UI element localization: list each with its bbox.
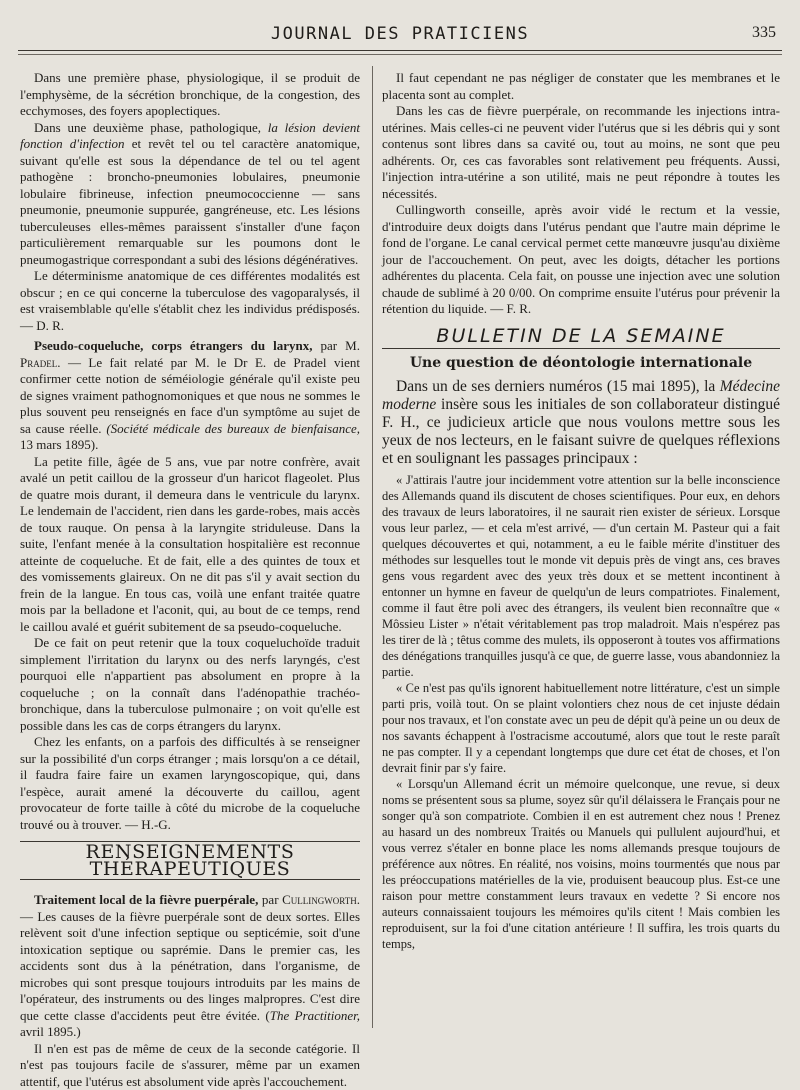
- text: 13 mars 1895).: [20, 437, 98, 452]
- paragraph: La petite fille, âgée de 5 ans, vue par notre confrère, avait avalé un petit caillou de la grosseur d'un haricot flageolet. Plus de quatre mois durant, il demeura dans le ventricule du larynx. Le lendemain de l'accident, rien dans les garde-robes, mais accès de toux rauque. On pensa à la laryngite striduleuse. Dans la suite, l'enfant menée à la consultation hospitalière est reconnue atteinte de coqueluche. Et de fait, elle a des quintes de toux et des vomissements glaireux. On ne dit pas s'il y avait section du frein de la langue. En tous cas, voilà une enfant traitée quatre mois par la belladone et l'aconit, qui, au bout de ce temps, rend le caillou avalé et guérit subitement de sa pseudo-coqueluche.: [20, 454, 360, 636]
- paragraph: Il n'en est pas de même de ceux de la seconde catégorie. Il n'est pas toujours facile de s'assurer, même par un examen attentif, que l'utérus est absolument vide après l'accouchement.: [20, 1041, 360, 1090]
- text: par M.: [312, 338, 360, 353]
- text: . — Le fait relaté par M. le Dr E. de Pradel vient confirmer cette notion de séméiologie générale qu'il existe peu de signes vraiment pathognomoniques et que nous ne sommes le plus souvent peu renseignés en face d'un symptôme au sujet de sa cause réelle.: [20, 355, 360, 436]
- text: Dans un de ses derniers numéros (15 mai 1895), la: [396, 378, 720, 395]
- text: Dans une deuxième phase, pathologique,: [34, 120, 268, 135]
- lead-paragraph: [382, 378, 780, 468]
- emphasis: Médecine moderne: [382, 378, 780, 413]
- paragraph: Chez les enfants, on a parfois des difficultés à se renseigner sur la possibilité d'un corps étranger ; mais lorsqu'on a ce détail, il faudra faire faire un examen laryngoscopique, qui, dans l'espèce, aurait amené la découverte du caillou, agent provocateur de forte taille à côté du microbe de la coqueluche trouvé ou à trouver. — H.-G.: [20, 734, 360, 833]
- article-title: Pseudo-coqueluche, corps étrangers du larynx,: [34, 338, 312, 353]
- paragraph: [20, 120, 360, 269]
- article-author: Cullingworth: [282, 892, 357, 907]
- citation: (Société médicale des bureaux de bienfaisance,: [106, 421, 360, 436]
- article-paragraph: [20, 338, 360, 454]
- quote-paragraph: « Ce n'est pas qu'ils ignorent habituellement notre littérature, c'est un simple parti pris, voilà tout. On se plaint volontiers chez nous de cet injuste dédain pour nos travaux, et l'on constate avec un peu de dépit qu'à peine un ou deux de nos savants échappent à l'ostracisme accoutumé, alors que tout le reste paraît ne pas compter. Il y a cependant longtemps que dure cet état de choses, et l'on devrait finir par s'y faire.: [382, 680, 780, 776]
- quote-paragraph: « Lorsqu'un Allemand écrit un mémoire quelconque, une revue, si deux noms se présentent sous sa plume, soyez sûr qu'il délaissera le Français pour ne songer qu'à son compatriote. Combien il en est autrement chez nous ! Prenez au hasard un des nombreux Traités ou Manuels qui pullulent aujourd'hui, et vous verrez s'étaler en bonne place les noms allemands presque toujours de préférence aux nôtres. En réalité, nos voisins, moins tourmentés que nous par les préoccupations matérielles de la vie, produisent beaucoup plus. Est-ce une raison pour mettre constamment leurs travaux en vedette ? Si encore nos auteurs connaissaient toujours les mémoires qu'ils citent ! Mais combien les reproduisent, sur la foi d'une citation antérieure ! Il suffira, les trois quarts du temps,: [382, 776, 780, 952]
- running-header: [18, 24, 782, 48]
- citation: The Practitioner,: [270, 1008, 360, 1023]
- question-title: Une question de déontologie internationale: [382, 355, 780, 372]
- paragraph: De ce fait on peut retenir que la toux coqueluchoïde traduit simplement l'irritation du larynx ou des nerfs laryngés, c'est pourquoi elle n'appartient pas absolument en propre à la coqueluche ; on la connaît dans l'adénopathie trachéo-bronchique, dans la tuberculose pulmonaire ; on voit qu'elle est possible dans les cas de corps étrangers du larynx.: [20, 635, 360, 734]
- text: . — Les causes de la fièvre puerpérale sont de deux sortes. Elles relèvent soit d'une infection septique ou septicémie, soit d'une intoxication septique ou saprémie. Dans le premier cas, les accidents sont dus à la pénétration, dans l'organisme, de microbes qui sont presque toujours introduits par les mains de l'opérateur, des instruments ou des linges malpropres. C'est dire que cette classe d'accidents peut être évitée. (: [20, 892, 360, 1023]
- page-number: 335: [752, 24, 776, 42]
- text: insère sous les initiales de son collaborateur distingué F. H., ce judicieux article que nous voulons mettre sous les yeux de nos lecteurs, en le faisant suivre de quelques réflexions et en soulignant les passages principaux :: [382, 396, 780, 467]
- paragraph: Il faut cependant ne pas négliger de constater que les membranes et le placenta sont au complet.: [382, 70, 780, 103]
- quote-paragraph: « J'attirais l'autre jour incidemment votre attention sur la belle inconscience des Allemands quand ils discutent de choses scientifiques. Pour eux, en dehors des travaux de leurs laboratoires, il ne saurait rien exister de sérieux. Lorsque vous leur parlez, — et cela m'est arrivé, — d'un certain M. Pasteur qui a fait quelques découvertes et qui, notamment, a eu le faible mérite d'instituer des méthodes sur lesquelles tout le monde vit depuis près de vingt ans, ces braves gens vous regardent avec des yeux très doux et se mettent incontinent à entonner un hymne en faveur de quelqu'un de leurs compatriotes. Finalement, comme il faut être poli avec des étrangers, ils veulent bien reconnaître que « Môssieu Lister » n'était véritablement pas trop maladroit. Mais n'espérez pas les tirer de là ; têtus comme des mulets, ils opposeront à toutes vos affirmations des dénégations tranquilles jusqu'à ce que, de guerre lasse, vous abandonniez la partie.: [382, 472, 780, 680]
- text: par: [258, 892, 282, 907]
- article-paragraph: [20, 892, 360, 1041]
- right-column: [382, 70, 780, 952]
- paragraph: Cullingworth conseille, après avoir vidé le rectum et la vessie, d'introduire deux doigts dans l'utérus pendant que l'autre main déprime le fond de l'organe. Le canal cervical permet cette manœuvre jusqu'au dixième jour de l'accouchement. On peut, avec les doigts, détacher les portions adhérentes du placenta. Cela fait, on pousse une injection avec une solution chaude de sublimé à 20 0/00. On comprime ensuite l'utérus pour prévenir la rétention du liquide. — F. R.: [382, 202, 780, 318]
- article-title: Traitement local de la fièvre puerpérale,: [34, 892, 258, 907]
- paragraph: Le déterminisme anatomique de ces différentes modalités est obscur ; en ce qui concerne la tuberculose des vagoparalysés, il est vraisemblable qu'elle s'établit chez les individus prédisposés. — D. R.: [20, 268, 360, 334]
- left-column: [20, 70, 360, 1090]
- section-title: RENSEIGNEMENTS THÉRAPEUTIQUES: [20, 841, 360, 880]
- header-rule: [18, 50, 782, 51]
- paragraph: Dans une première phase, physiologique, il se produit de l'emphysème, de la sécrétion bronchique, de la congestion, des ecchymoses, des foyers apoplectiques.: [20, 70, 360, 120]
- article-author: Pradel: [20, 355, 57, 370]
- journal-title: JOURNAL DES PRATICIENS: [18, 24, 782, 44]
- paragraph: Dans les cas de fièvre puerpérale, on recommande les injections intra-utérines. Mais celles-ci ne peuvent vider l'utérus que si les débris qui y sont contenus sont libres dans sa cavité ou, tout au moins, ne sont que peu adhérents. Or, ces cas favorables sont relativement peu fréquents. Aussi, l'injection intra-utérine a son utilité, mais ne peut répondre à toutes les nécessités.: [382, 103, 780, 202]
- bulletin-title: BULLETIN DE LA SEMAINE: [382, 328, 780, 350]
- header-rule-thin: [18, 54, 782, 55]
- text: et revêt tel ou tel caractère anatomique, suivant qu'elle est sous la dépendance de tel ou tel agent pathogène : broncho-pneumonies lobulaires, pneumonie lobulaire fibrineuse, infection pneumococcienne — sans pneumonie, pneumonie suppurée, gangréneuse, etc. Les lésions tuberculeuses elles-mêmes paraissent s'installer d'une façon particulièrement remarquable sur les poumons dont le pneumogastrique correspondant a subi des lésions dégénératives.: [20, 136, 360, 267]
- column-divider: [372, 66, 373, 1028]
- emphasis: la lésion devient fonction d'infection: [20, 120, 360, 152]
- text: avril 1895.): [20, 1024, 81, 1039]
